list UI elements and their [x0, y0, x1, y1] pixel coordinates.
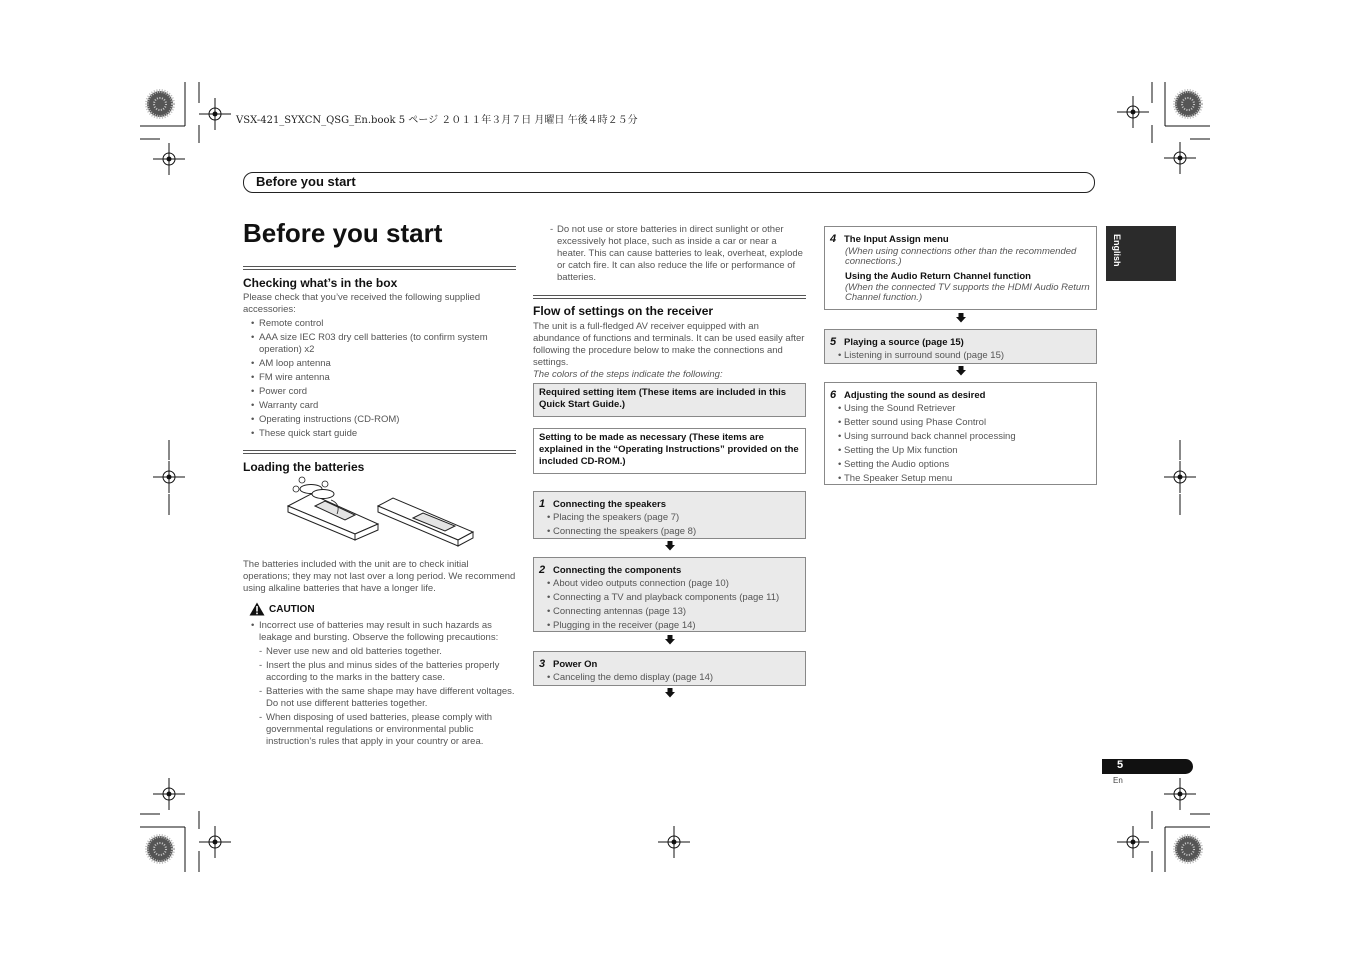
step-item: • About video outputs connection (page 10)	[539, 578, 800, 590]
step-title: The Input Assign menu	[844, 234, 949, 245]
step-subtitle: Using the Audio Return Channel function	[845, 271, 1031, 282]
list-item: • Operating instructions (CD-ROM)	[243, 414, 516, 426]
arrow-down-icon	[665, 541, 675, 551]
step-1-box	[533, 491, 806, 539]
step-item: • Placing the speakers (page 7)	[539, 512, 800, 524]
step-title: Adjusting the sound as desired	[844, 390, 986, 401]
step-title: Power On	[553, 659, 598, 670]
step-item: • Using the Sound Retriever	[830, 403, 1091, 415]
precaution-item: - Batteries with the same shape may have different voltages. Do not use different batteries together.	[243, 686, 516, 710]
step-3-box	[533, 651, 806, 686]
arrow-down-icon	[665, 688, 675, 698]
step-4-box	[824, 226, 1097, 310]
step-number: 2	[539, 564, 546, 576]
precaution-item: - Never use new and old batteries together.	[243, 646, 516, 658]
section-rule	[533, 295, 806, 299]
flow-intro: The unit is a full-fledged AV receiver equipped with an abundance of functions and terminals. It can be used easily after following the procedure below to make the connections and settings.	[533, 321, 805, 368]
step-title: Playing a source (page 15)	[844, 337, 964, 348]
language-tab	[1106, 226, 1176, 281]
box-section-heading: Checking what’s in the box	[243, 276, 398, 290]
caution-main: • Incorrect use of batteries may result in such hazards as leakage and bursting. Observe the following precautions:	[243, 620, 516, 644]
running-header-title: Before you start	[256, 174, 356, 189]
batteries-note: The batteries included with the unit are to check initial operations; they may not last over a long period. We recommend using alkaline batteries that have a longer life.	[243, 559, 516, 594]
page-title: Before you start	[243, 218, 443, 248]
step-2-box	[533, 557, 806, 632]
step-item: • Plugging in the receiver (page 14)	[539, 620, 800, 632]
precaution-continued	[550, 224, 806, 284]
step-item: • The Speaker Setup menu	[830, 473, 1091, 485]
list-item: • AAA size IEC R03 dry cell batteries (to confirm system operation) x2	[243, 332, 516, 356]
precaution-item: - Insert the plus and minus sides of the batteries properly according to the marks in the battery case.	[243, 660, 516, 684]
list-item: • Warranty card	[243, 400, 516, 412]
step-number: 3	[539, 658, 546, 670]
step-item: • Canceling the demo display (page 14)	[539, 672, 800, 684]
page-number-badge	[1102, 759, 1193, 774]
list-item: • These quick start guide	[243, 428, 516, 440]
box-section-intro: Please check that you’ve received the following supplied accessories:	[243, 292, 481, 315]
list-item: • FM wire antenna	[243, 372, 516, 384]
legend-optional-text: Setting to be made as necessary (These items are explained in the “Operating Instructions” provided on the included CD-ROM.)	[539, 432, 799, 467]
step-title: Connecting the components	[553, 565, 682, 576]
step-item: • Better sound using Phase Control	[830, 417, 1091, 429]
step-title: Connecting the speakers	[553, 499, 666, 510]
arrow-down-icon	[665, 635, 675, 645]
precaution-item: - When disposing of used batteries, please comply with governmental regulations or environmental public instruction’s rules that apply in your country or area.	[243, 712, 516, 748]
arrow-down-icon	[956, 366, 966, 376]
flow-heading: Flow of settings on the receiver	[533, 304, 714, 318]
accessories-list	[243, 318, 516, 440]
step-item: • Connecting the speakers (page 8)	[539, 526, 800, 538]
caution-list	[243, 620, 516, 748]
step-number: 5	[830, 336, 837, 348]
step-note: (When the connected TV supports the HDMI Audio Return Channel function.)	[845, 282, 1090, 303]
warning-icon	[249, 602, 265, 616]
precaution-item: - Do not use or store batteries in direct sunlight or other excessively hot place, such as inside a car or near a heater. This can cause batteries to leak, overheat, explode or catch fire. It can also reduce the life or performance of batteries.	[550, 224, 806, 284]
caution-heading	[243, 602, 516, 616]
list-item: • Power cord	[243, 386, 516, 398]
step-number: 6	[830, 389, 837, 401]
caution-label: CAUTION	[269, 603, 315, 615]
language-tab-label: English	[1112, 234, 1122, 267]
left-column	[243, 266, 516, 474]
list-item: • AM loop antenna	[243, 358, 516, 370]
section-rule	[243, 450, 516, 454]
step-item: • Listening in surround sound (page 15)	[830, 350, 1091, 362]
file-header: VSX-421_SYXCN_QSG_En.book 5 ページ ２０１１年３月７日 月曜日 午後４時２５分	[236, 115, 638, 126]
step-item: • Setting the Audio options	[830, 459, 1091, 471]
colors-note: The colors of the steps indicate the following:	[533, 369, 723, 380]
step-number: 4	[830, 233, 837, 245]
step-item: • Setting the Up Mix function	[830, 445, 1091, 457]
step-6-box	[824, 382, 1097, 485]
legend-optional-box	[533, 428, 806, 474]
section-rule	[243, 266, 516, 270]
step-note: (When using connections other than the recommended connections.)	[845, 246, 1077, 267]
running-header	[243, 172, 1095, 193]
step-number: 1	[539, 498, 546, 510]
step-item: • Connecting a TV and playback components (page 11)	[539, 592, 800, 604]
batteries-heading: Loading the batteries	[243, 460, 365, 474]
step-item: • Using surround back channel processing	[830, 431, 1091, 443]
page-language: En	[1113, 776, 1123, 785]
remote-battery-illustration	[283, 476, 483, 554]
batteries-body	[243, 559, 516, 748]
legend-required-text: Required setting item (These items are included in this Quick Start Guide.)	[539, 387, 787, 410]
legend-required-box	[533, 383, 806, 417]
flow-section	[533, 295, 806, 381]
arrow-down-icon	[956, 313, 966, 323]
step-5-box	[824, 329, 1097, 364]
step-item: • Connecting antennas (page 13)	[539, 606, 800, 618]
page-number: 5	[1117, 759, 1124, 771]
list-item: • Remote control	[243, 318, 516, 330]
